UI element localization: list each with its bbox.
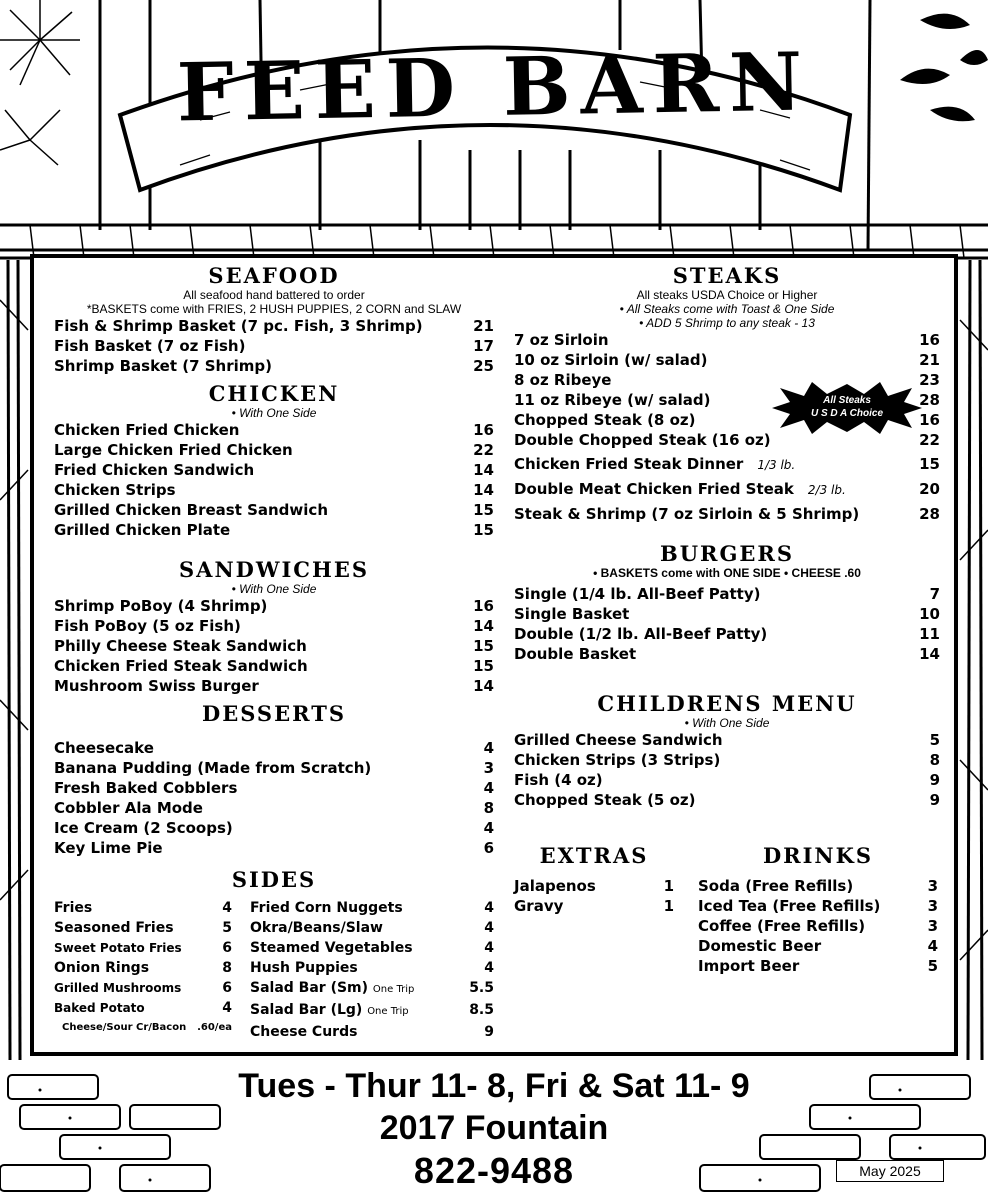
phone-number: 822-9488: [413, 1150, 575, 1191]
menu-item: Seasoned Fries 5: [54, 920, 232, 936]
menu-item: Banana Pudding (Made from Scratch) 3: [54, 759, 494, 777]
steaks-note: • ADD 5 Shrimp to any steak - 13: [639, 316, 815, 330]
menu-item: Grilled Cheese Sandwich 5: [514, 731, 940, 749]
desserts-section: [54, 702, 494, 858]
menu-item: Mushroom Swiss Burger 14: [54, 677, 494, 695]
menu-item: Steak & Shrimp (7 oz Sirloin & 5 Shrimp) 28: [514, 505, 940, 523]
menu-item: Steamed Vegetables 4: [250, 940, 494, 956]
chicken-header: CHICKEN: [208, 381, 340, 406]
menu-item: 7 oz Sirloin 16: [514, 331, 940, 349]
burgers-header: BURGERS: [659, 541, 795, 566]
menu-item: Chicken Fried Steak Dinner 1/3 lb. 15: [514, 455, 940, 473]
sides-header: SIDES: [231, 867, 317, 892]
childrens-header: CHILDRENS MENU: [597, 691, 857, 716]
menu-item: Fried Corn Nuggets 4: [250, 900, 494, 916]
menu-item: Onion Rings 8: [54, 960, 232, 976]
menu-item: Shrimp PoBoy (4 Shrimp) 16: [54, 597, 494, 615]
menu-item: Fried Chicken Sandwich 14: [54, 461, 494, 479]
steaks-note: • All Steaks come with Toast & One Side: [619, 302, 835, 316]
sandwiches-note: • With One Side: [231, 582, 317, 596]
menu-item: Double Meat Chicken Fried Steak 2/3 lb. 20: [514, 480, 940, 498]
sandwiches-section: [54, 558, 494, 696]
menu-item: Double Chopped Steak (16 oz) 22: [514, 431, 940, 449]
menu-item: Chicken Fried Steak Sandwich 15: [54, 657, 494, 675]
menu-item: Fish PoBoy (5 oz Fish) 14: [54, 617, 494, 635]
menu-panel: [30, 254, 958, 1056]
menu-date-label: May 2025: [836, 1160, 944, 1182]
menu-item: 8 oz Ribeye 23: [514, 371, 940, 389]
seafood-note: All seafood hand battered to order: [183, 288, 365, 302]
menu-item: Cheesecake 4: [54, 739, 494, 757]
usda-starburst-badge: [772, 382, 922, 434]
menu-item: Single Basket 10: [514, 605, 940, 623]
sides-column-1: [54, 898, 232, 1042]
chicken-note: • With One Side: [231, 406, 317, 420]
menu-item: Coffee (Free Refills) 3: [698, 917, 938, 935]
childrens-note: • With One Side: [684, 716, 770, 730]
menu-item: Chicken Fried Chicken 16: [54, 421, 494, 439]
menu-item: Philly Cheese Steak Sandwich 15: [54, 637, 494, 655]
menu-item: Fish (4 oz) 9: [514, 771, 940, 789]
business-hours: Tues - Thur 11- 8, Fri & Sat 11- 9: [238, 1067, 750, 1105]
burgers-note: • BASKETS come with ONE SIDE • CHEESE .60: [593, 566, 861, 580]
menu-item: Fish Basket (7 oz Fish) 17: [54, 337, 494, 355]
chicken-section: [54, 382, 494, 540]
menu-item: Large Chicken Fried Chicken 22: [54, 441, 494, 459]
starburst-text: All Steaks: [823, 395, 871, 406]
extras-section: [514, 844, 674, 976]
menu-item: Soda (Free Refills) 3: [698, 877, 938, 895]
menu-item: Import Beer 5: [698, 957, 938, 975]
menu-item: Cheese Curds 9: [250, 1024, 494, 1040]
menu-item: Ice Cream (2 Scoops) 4: [54, 819, 494, 837]
menu-item: Grilled Chicken Plate 15: [54, 521, 494, 539]
sides-column-2: [250, 898, 494, 1042]
menu-item: Hush Puppies 4: [250, 960, 494, 976]
sandwiches-header: SANDWICHES: [179, 557, 369, 582]
steaks-note: All steaks USDA Choice or Higher: [636, 288, 818, 302]
menu-item: Jalapenos 1: [514, 877, 674, 895]
menu-item: Shrimp Basket (7 Shrimp) 25: [54, 357, 494, 375]
extras-drinks-section: [514, 844, 940, 976]
menu-item: Cobbler Ala Mode 8: [54, 799, 494, 817]
menu-item: Fresh Baked Cobblers 4: [54, 779, 494, 797]
extras-header: EXTRAS: [539, 843, 649, 868]
menu-item: Okra/Beans/Slaw 4: [250, 920, 494, 936]
menu-item: Grilled Chicken Breast Sandwich 15: [54, 501, 494, 519]
menu-item: Fish & Shrimp Basket (7 pc. Fish, 3 Shrimp) 21: [54, 317, 494, 335]
restaurant-sign-title: FEED BARN: [176, 34, 813, 140]
menu-item: Gravy 1: [514, 897, 674, 915]
menu-item: Salad Bar (Lg) One Trip 8.5: [250, 1002, 494, 1018]
menu-item: 11 oz Ribeye (w/ salad) 28: [514, 391, 940, 409]
menu-item: Chopped Steak (8 oz) 16: [514, 411, 940, 429]
seafood-section: [54, 264, 494, 376]
menu-item: Double (1/2 lb. All-Beef Patty) 11: [514, 625, 940, 643]
menu-item: Iced Tea (Free Refills) 3: [698, 897, 938, 915]
menu-item: Sweet Potato Fries 6: [54, 940, 232, 956]
menu-item: 10 oz Sirloin (w/ salad) 21: [514, 351, 940, 369]
drinks-header: DRINKS: [762, 843, 874, 868]
steaks-section: [514, 264, 940, 524]
menu-right-column: [514, 264, 940, 976]
seafood-header: SEAFOOD: [208, 263, 340, 288]
sides-section: [54, 868, 494, 1042]
burgers-section: [514, 542, 940, 664]
desserts-header: DESSERTS: [202, 701, 346, 726]
address: 2017 Fountain: [379, 1109, 609, 1147]
menu-item: Salad Bar (Sm) One Trip 5.5: [250, 980, 494, 996]
menu-item: Chicken Strips 14: [54, 481, 494, 499]
menu-item: Baked Potato 4: [54, 1000, 232, 1016]
menu-item: Grilled Mushrooms 6: [54, 980, 232, 996]
menu-item: Key Lime Pie 6: [54, 839, 494, 857]
menu-item: Domestic Beer 4: [698, 937, 938, 955]
drinks-section: [698, 844, 938, 976]
menu-item: Cheese/Sour Cr/Bacon .60/ea: [62, 1022, 232, 1033]
menu-left-column: [54, 264, 494, 1042]
menu-item: Chicken Strips (3 Strips) 8: [514, 751, 940, 769]
childrens-section: [514, 692, 940, 810]
menu-item: Chopped Steak (5 oz) 9: [514, 791, 940, 809]
menu-item: Fries 4: [54, 900, 232, 916]
steaks-header: STEAKS: [672, 263, 782, 288]
starburst-text: U S D A Choice: [810, 408, 884, 419]
menu-item: Double Basket 14: [514, 645, 940, 663]
menu-item: Single (1/4 lb. All-Beef Patty) 7: [514, 585, 940, 603]
seafood-note: *BASKETS come with FRIES, 2 HUSH PUPPIES, 2 CORN and SLAW: [86, 302, 462, 316]
